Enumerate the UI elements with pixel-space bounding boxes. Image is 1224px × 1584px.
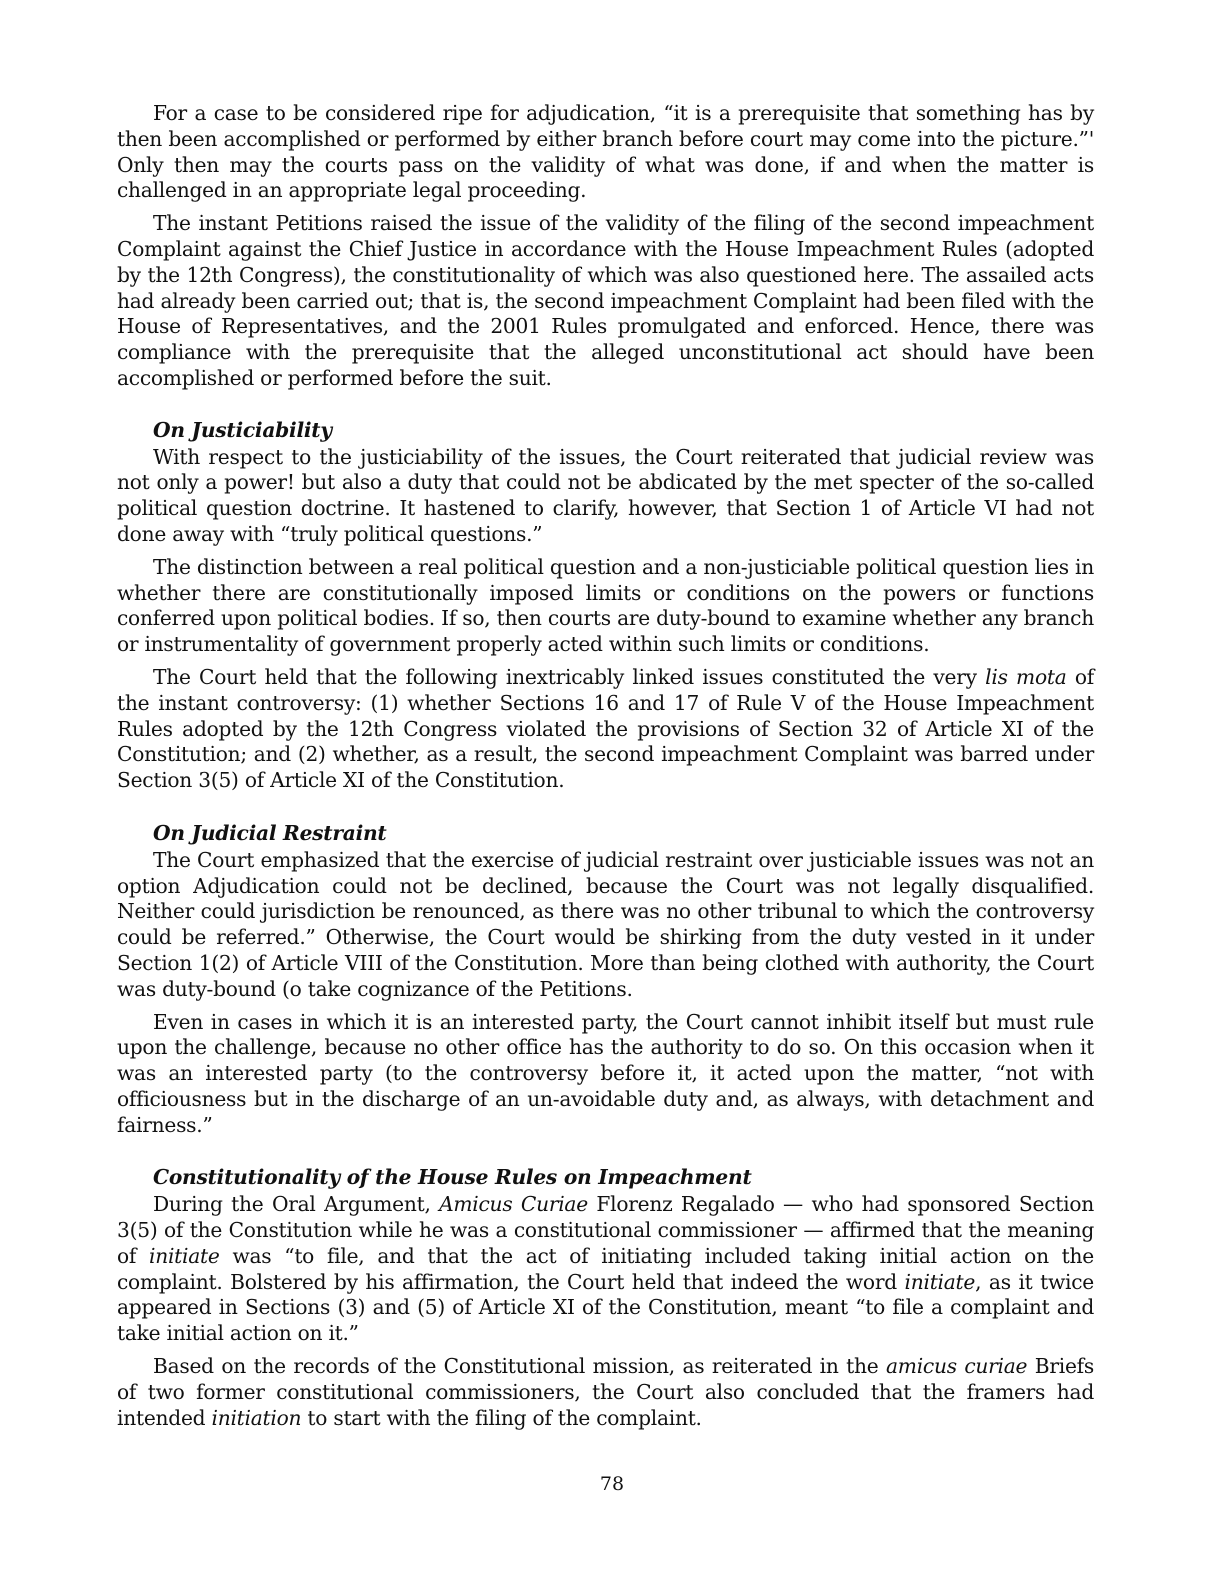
document-section [117,1165,1094,1431]
section-heading: On Justiciability [153,417,332,442]
paragraph: With respect to the justiciability of the issues, the Court reiterated that judicial review was not only a power! but also a duty that could not be abdicated by the met specter of the so-called political question doctrine. It hastened to clarify, however, that Section 1 of Article VI had not done away with “truly political questions.” [117,444,1094,546]
paragraph: During the Oral Argument, Amicus Curiae Florenz Regalado — who had sponsored Section 3(5) of the Constitution while he was a constitutional commissioner — affirmed that the meaning of initiate was “to file, and that the act of initiating included taking initial action on the complaint. Bolstered by his affirmation, the Court held that indeed the word initiate, as it twice appeared in Sections (3) and (5) of Article XI of the Constitution, meant “to file a complaint and take initial action on it.” [117,1192,1094,1346]
paragraph: The Court emphasized that the exercise of judicial restraint over justiciable issues was not an option Adjudication could not be declined, because the Court was not legally disqualified. Neither could jurisdiction be renounced, as there was no other tribunal to which the controversy could be referred.” Otherwise, the Court would be shirking from the duty vested in it under Section 1(2) of Article VIII of the Constitution. More than being clothed with authority, the Court was duty-bound (o take cognizance of the Petitions. [117,847,1094,1001]
paragraph: For a case to be considered ripe for adjudication, “it is a prerequisite that something has by then been accomplished or performed by either branch before court may come into the picture.”' Only then may the courts pass on the validity of what was done, if and when the matter is challenged in an appropriate legal proceeding. [117,101,1094,203]
document-section [117,418,1094,794]
document-body [117,101,1094,1438]
document-section [117,821,1094,1139]
section-heading: On Judicial Restraint [153,820,387,845]
paragraph: The distinction between a real political question and a non-justiciable political question lies in whether there are constitutionally imposed limits or conditions on the powers or functions conferred upon political bodies. If so, then courts are duty-bound to examine whether any branch or instrumentality of government properly acted within such limits or conditions. [117,554,1094,657]
section-heading: Constitutionality of the House Rules on Impeachment [153,1165,752,1190]
paragraph: Based on the records of the Constitutional mission, as reiterated in the amicus curiae Briefs of two former constitutional commissioners, the Court also concluded that the framers had intended initiation to start with the filing of the complaint. [117,1354,1095,1430]
page-number: 78 [599,1473,625,1495]
paragraph: Even in cases in which it is an interested party, the Court cannot inhibit itself but must rule upon the challenge, because no other office has the authority to do so. On this occasion when it was an interested party (to the controversy before it, it acted upon the matter, “not with officiousness but in the discharge of an un-avoidable duty and, as always, with detachment and fairness.” [117,1009,1094,1137]
paragraph: The instant Petitions raised the issue of the validity of the filing of the second impeachment Complaint against the Chief Justice in accordance with the House Impeachment Rules (adopted by the 12th Congress), the constitutionality of which was also questioned here. The assailed acts had already been carried out; that is, the second impeachment Complaint had been filed with the House of Representatives, and the 2001 Rules promulgated and enforced. Hence, there was compliance with the prerequisite that the alleged unconstitutional act should have been accomplished or performed before the suit. [117,211,1094,390]
document-section [117,101,1094,392]
paragraph: The Court held that the following inextricably linked issues constituted the very lis mota of the instant controversy: (1) whether Sections 16 and 17 of Rule V of the House Impeachment Rules adopted by the 12th Congress violated the provisions of Section 32 of Article XI of the Constitution; and (2) whether, as a result, the second impeachment Complaint was barred under Section 3(5) of Article XI of the Constitution. [117,664,1094,793]
